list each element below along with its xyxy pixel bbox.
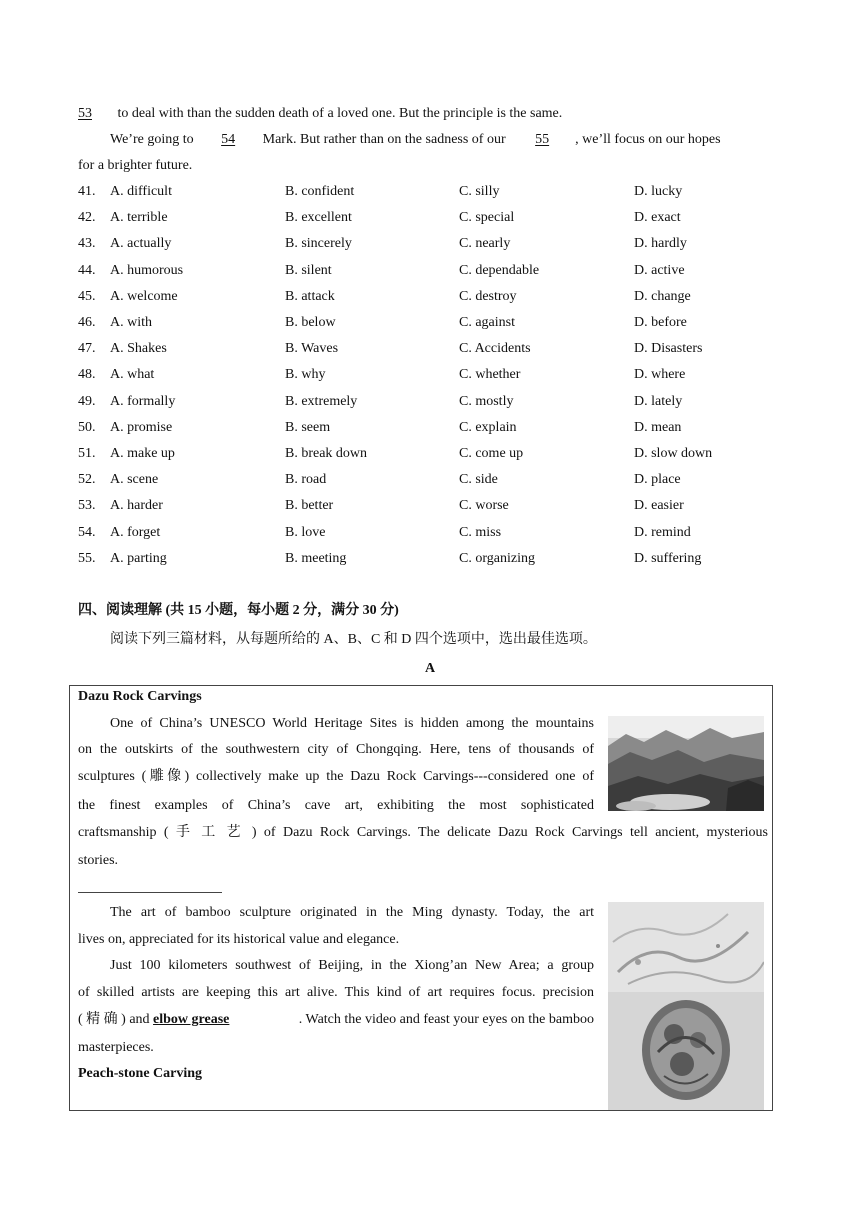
bamboo-line-4: of skilled artists are keeping this art alive. This kind of art requires focus. precision <box>78 985 594 1000</box>
question-number: 51. <box>78 446 96 461</box>
passage-line-2 <box>110 131 721 149</box>
dazu-mountain-photo <box>608 716 764 811</box>
option-c: C. mostly <box>459 393 514 409</box>
passage-line-1 <box>78 105 562 123</box>
dazu-line-4: the finest examples of China’s cave art, exhibiting the most sophisticated <box>78 798 594 813</box>
option-a: A. forget <box>110 524 161 540</box>
option-a: A. formally <box>110 393 176 409</box>
option-d: D. Disasters <box>634 341 703 357</box>
bamboo-line-5-post: . Watch the video and feast your eyes on the bamboo <box>298 1012 594 1027</box>
peach-title: Peach-stone Carving <box>78 1066 203 1081</box>
passage-line-2-post: , we’ll focus on our hopes <box>575 132 721 147</box>
option-a: A. Shakes <box>110 341 167 357</box>
dazu-title: Dazu Rock Carvings <box>78 689 202 704</box>
bamboo-carving-image <box>608 902 764 992</box>
option-c: C. miss <box>459 524 502 540</box>
option-d: D. place <box>634 472 681 488</box>
reading-passage-box <box>69 685 773 1111</box>
option-b: B. better <box>285 498 334 514</box>
question-number: 45. <box>78 288 96 304</box>
question-row <box>78 235 778 253</box>
option-d: D. remind <box>634 524 691 540</box>
question-row <box>78 340 778 358</box>
question-row <box>78 262 778 280</box>
option-a: A. promise <box>110 419 173 435</box>
passage-line-2-mid: Mark. But rather than on the sadness of our <box>259 132 510 147</box>
option-d: D. easier <box>634 498 684 514</box>
option-a: A. with <box>110 315 152 330</box>
bamboo-line-5-pre <box>78 1011 229 1029</box>
blank-54 <box>197 131 259 149</box>
option-b: B. excellent <box>285 210 352 226</box>
option-d: D. hardly <box>634 236 687 252</box>
dazu-line-2: on the outskirts of the southwestern city of Chongqing. Here, tens of thousands of <box>78 742 594 757</box>
option-c: C. against <box>459 315 515 330</box>
option-b: B. road <box>285 472 327 488</box>
option-b: B. meeting <box>285 550 347 566</box>
precision-gloss: ( 精 确 ) and <box>78 1012 154 1027</box>
option-b: B. sincerely <box>285 236 352 252</box>
option-c: C. whether <box>459 367 521 383</box>
option-d: D. before <box>634 315 687 330</box>
question-number: 50. <box>78 419 96 435</box>
elbow-grease-term: elbow grease <box>153 1012 230 1027</box>
option-b: B. confident <box>285 184 355 199</box>
option-d: D. where <box>634 367 686 383</box>
bamboo-line-6: masterpieces. <box>78 1040 154 1055</box>
dazu-line-1: One of China’s UNESCO World Heritage Sites is hidden among the mountains <box>110 716 594 731</box>
question-row <box>78 497 778 515</box>
blank-54-number: 54 <box>221 132 236 147</box>
question-row <box>78 393 778 411</box>
question-row <box>78 314 778 332</box>
question-number: 53. <box>78 498 96 514</box>
section-instruction: 阅读下列三篇材料，从每题所给的 A、B、C 和 D 四个选项中，选出最佳选项。 <box>110 632 597 647</box>
passage-line-2-pre: We’re going to <box>110 132 198 147</box>
question-row <box>78 524 778 542</box>
option-b: B. below <box>285 315 336 330</box>
option-a: A. parting <box>110 550 167 566</box>
option-d: D. mean <box>634 419 682 435</box>
option-d: D. suffering <box>634 550 702 566</box>
option-d: D. change <box>634 288 691 304</box>
option-c: C. dependable <box>459 262 540 278</box>
option-c: C. special <box>459 210 515 226</box>
option-a: A. what <box>110 367 155 383</box>
question-row <box>78 445 778 463</box>
option-c: C. come up <box>459 446 524 461</box>
bamboo-line-3: Just 100 kilometers southwest of Beijing, in the Xiong’an New Area; a group <box>110 958 594 973</box>
peach-stone-image <box>608 992 764 1110</box>
question-number: 41. <box>78 184 96 199</box>
question-number: 46. <box>78 315 96 330</box>
option-a: A. actually <box>110 236 172 252</box>
blank-55-number: 55 <box>535 132 550 147</box>
bamboo-carving-photo <box>608 902 764 992</box>
option-a: A. make up <box>110 446 175 461</box>
option-b: B. break down <box>285 446 368 461</box>
option-a: A. terrible <box>110 210 168 226</box>
question-number: 48. <box>78 367 96 383</box>
question-row <box>78 419 778 437</box>
option-c: C. organizing <box>459 550 535 566</box>
option-a: A. harder <box>110 498 163 514</box>
question-number: 55. <box>78 550 96 566</box>
option-c: C. nearly <box>459 236 511 252</box>
bamboo-line-1: The art of bamboo sculpture originated in the Ming dynasty. Today, the art <box>110 905 594 920</box>
passage-line-1-text: to deal with than the sudden death of a loved one. But the principle is the same. <box>114 106 563 121</box>
question-row <box>78 209 778 227</box>
option-b: B. extremely <box>285 393 358 409</box>
dazu-line-3: sculptures (雕像) collectively make up the Dazu Rock Carvings---considered one of <box>78 769 594 784</box>
question-row <box>78 471 778 489</box>
dazu-line-6: stories. <box>78 853 119 868</box>
mountain-landscape-image <box>608 716 764 811</box>
question-row <box>78 288 778 306</box>
question-number: 43. <box>78 236 96 252</box>
blank-53: 53 <box>78 106 92 121</box>
passage-line-3: for a brighter future. <box>78 158 193 173</box>
question-number: 47. <box>78 341 96 357</box>
question-row <box>78 550 778 568</box>
option-a: A. scene <box>110 472 159 488</box>
option-c: C. worse <box>459 498 509 514</box>
option-a: A. welcome <box>110 288 178 304</box>
option-a: A. difficult <box>110 184 172 199</box>
option-c: C. side <box>459 472 498 488</box>
option-c: C. Accidents <box>459 341 531 357</box>
option-d: D. slow down <box>634 446 713 461</box>
option-d: D. active <box>634 262 685 278</box>
question-row <box>78 366 778 384</box>
bamboo-line-5 <box>78 1011 594 1029</box>
dazu-line-5: craftsmanship ( 手 工 艺 ) of Dazu Rock Carvings. The delicate Dazu Rock Carvings tell ancient, mysterious <box>78 825 768 840</box>
option-d: D. lately <box>634 393 683 409</box>
option-c: C. silly <box>459 184 500 199</box>
question-number: 44. <box>78 262 96 278</box>
part-label: A <box>424 661 436 676</box>
blank-55 <box>509 131 575 149</box>
option-d: D. lucky <box>634 184 683 199</box>
option-a: A. humorous <box>110 262 184 278</box>
option-c: C. destroy <box>459 288 517 304</box>
question-number: 49. <box>78 393 96 409</box>
question-number: 42. <box>78 210 96 226</box>
question-number: 54. <box>78 524 96 540</box>
question-number: 52. <box>78 472 96 488</box>
option-b: B. why <box>285 367 326 383</box>
option-d: D. exact <box>634 210 681 226</box>
question-row <box>78 183 778 201</box>
option-c: C. explain <box>459 419 517 435</box>
section-separator <box>78 892 222 893</box>
option-b: B. Waves <box>285 341 339 357</box>
bamboo-line-2: lives on, appreciated for its historical value and elegance. <box>78 932 400 947</box>
peach-stone-carving-photo <box>608 992 764 1110</box>
option-b: B. silent <box>285 262 332 278</box>
option-b: B. seem <box>285 419 331 435</box>
section-title: 四、阅读理解 (共 15 小题，每小题 2 分，满分 30 分) <box>78 603 399 618</box>
option-b: B. attack <box>285 288 335 304</box>
option-b: B. love <box>285 524 326 540</box>
